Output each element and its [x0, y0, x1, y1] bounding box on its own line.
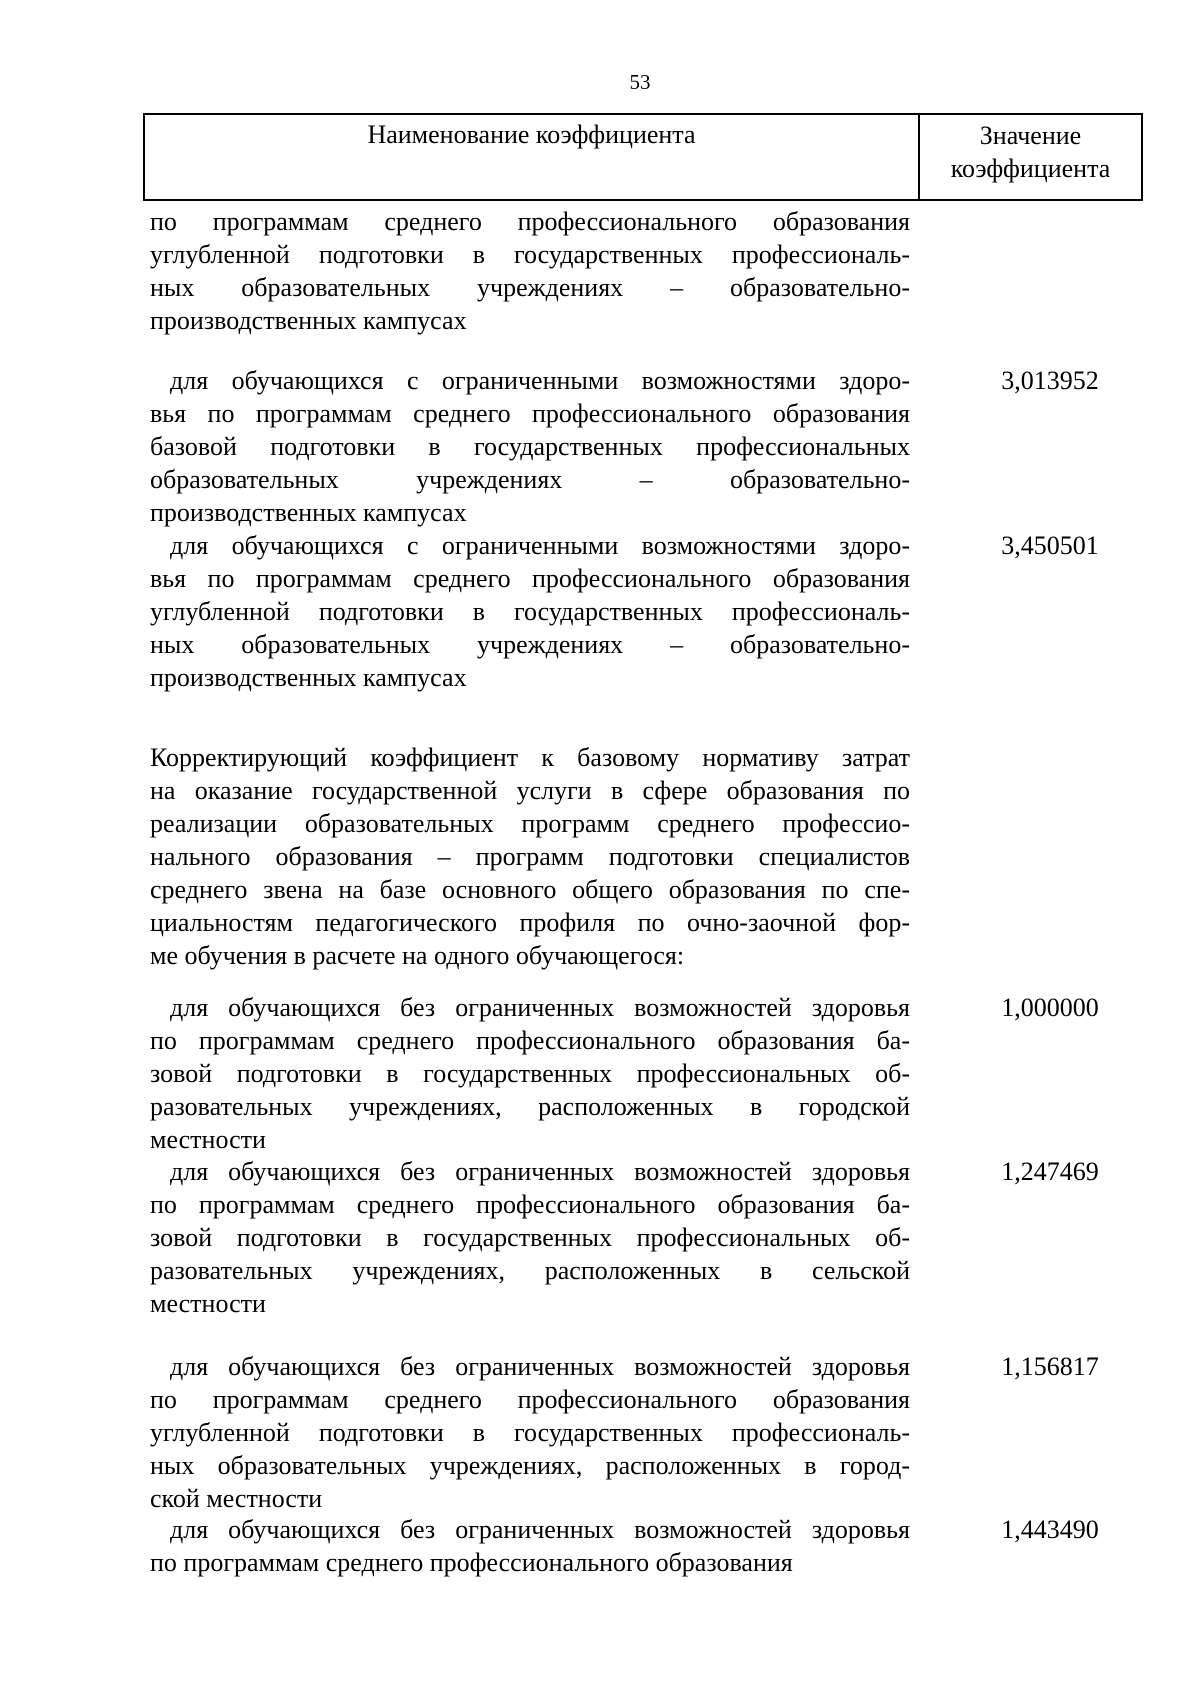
- table-header: [143, 113, 1143, 201]
- row-description-line: ме обучения в расчете на одного обучающегося:: [150, 941, 685, 970]
- row-description-line: разовательных учреждениях, расположенных в городской: [150, 1092, 910, 1121]
- row-description-line: по программам среднего профессионального образования: [150, 207, 910, 236]
- row-value: 3,013952: [1001, 366, 1099, 395]
- row-description-line: по программам среднего профессионального образования ба-: [150, 1190, 910, 1219]
- row-value: 1,443490: [1001, 1515, 1099, 1544]
- row-value: 1,156817: [1001, 1352, 1099, 1381]
- row-description-line: для обучающихся без ограниченных возможностей здоровья: [170, 1352, 910, 1381]
- row-description-line: ных образовательных учреждениях – образовательно-: [150, 273, 910, 302]
- row-description-line: для обучающихся без ограниченных возможностей здоровья: [170, 993, 910, 1022]
- row-description-line: базовой подготовки в государственных профессиональных: [150, 432, 910, 461]
- row-description-line: производственных кампусах: [150, 306, 467, 335]
- row-description-line: по программам среднего профессионального образования: [150, 1548, 793, 1577]
- row-description-line: производственных кампусах: [150, 498, 467, 527]
- row-description-line: вья по программам среднего профессионального образования: [150, 399, 910, 428]
- row-description-line: Корректирующий коэффициент к базовому нормативу затрат: [150, 743, 910, 772]
- row-description-line: разовательных учреждениях, расположенных в сельской: [150, 1256, 910, 1285]
- row-description-line: для обучающихся с ограниченными возможностями здоро-: [170, 531, 910, 560]
- row-description-line: производственных кампусах: [150, 663, 467, 692]
- row-description: [150, 1513, 910, 1579]
- row-description-line: ской местности: [150, 1484, 323, 1513]
- row-description: [150, 205, 910, 337]
- row-description-line: углубленной подготовки в государственных профессиональ-: [150, 1418, 910, 1447]
- row-value: 1,247469: [1001, 1157, 1099, 1186]
- row-value: 1,000000: [1001, 993, 1099, 1022]
- row-description-line: зовой подготовки в государственных профессиональных об-: [150, 1223, 910, 1252]
- row-description: [150, 741, 910, 972]
- row-description: [150, 364, 910, 529]
- page-number: 53: [629, 70, 651, 94]
- header-name-column: Наименование коэффициента: [145, 115, 920, 199]
- row-description-line: углубленной подготовки в государственных профессиональ-: [150, 240, 910, 269]
- row-description-line: для обучающихся без ограниченных возможностей здоровья: [170, 1157, 910, 1186]
- row-description: [150, 1350, 910, 1515]
- row-description: [150, 991, 910, 1156]
- header-value-line2: коэффициента: [950, 154, 1111, 183]
- row-description-line: зовой подготовки в государственных профессиональных об-: [150, 1059, 910, 1088]
- header-value-column: [920, 115, 1141, 199]
- row-description-line: среднего звена на базе основного общего образования по спе-: [150, 875, 910, 904]
- header-value-line1: Значение: [979, 121, 1082, 150]
- row-description-line: вья по программам среднего профессионального образования: [150, 564, 910, 593]
- row-description: [150, 1155, 910, 1320]
- row-description-line: местности: [150, 1125, 266, 1154]
- row-description: [150, 529, 910, 694]
- row-description-line: для обучающихся без ограниченных возможностей здоровья: [170, 1515, 910, 1544]
- row-value: 3,450501: [1001, 531, 1099, 560]
- row-description-line: ных образовательных учреждениях – образовательно-: [150, 630, 910, 659]
- row-description-line: ных образовательных учреждениях, расположенных в город-: [150, 1451, 910, 1480]
- row-description-line: образовательных учреждениях – образовательно-: [150, 465, 910, 494]
- row-description-line: реализации образовательных программ среднего профессио-: [150, 809, 910, 838]
- row-description-line: нального образования – программ подготовки специалистов: [150, 842, 910, 871]
- row-description-line: на оказание государственной услуги в сфере образования по: [150, 776, 910, 805]
- row-description-line: местности: [150, 1289, 266, 1318]
- row-description-line: по программам среднего профессионального образования: [150, 1385, 910, 1414]
- row-description-line: для обучающихся с ограниченными возможностями здоро-: [170, 366, 910, 395]
- row-description-line: циальностям педагогического профиля по очно-заочной фор-: [150, 908, 910, 937]
- row-description-line: углубленной подготовки в государственных профессиональ-: [150, 597, 910, 626]
- row-description-line: по программам среднего профессионального образования ба-: [150, 1026, 910, 1055]
